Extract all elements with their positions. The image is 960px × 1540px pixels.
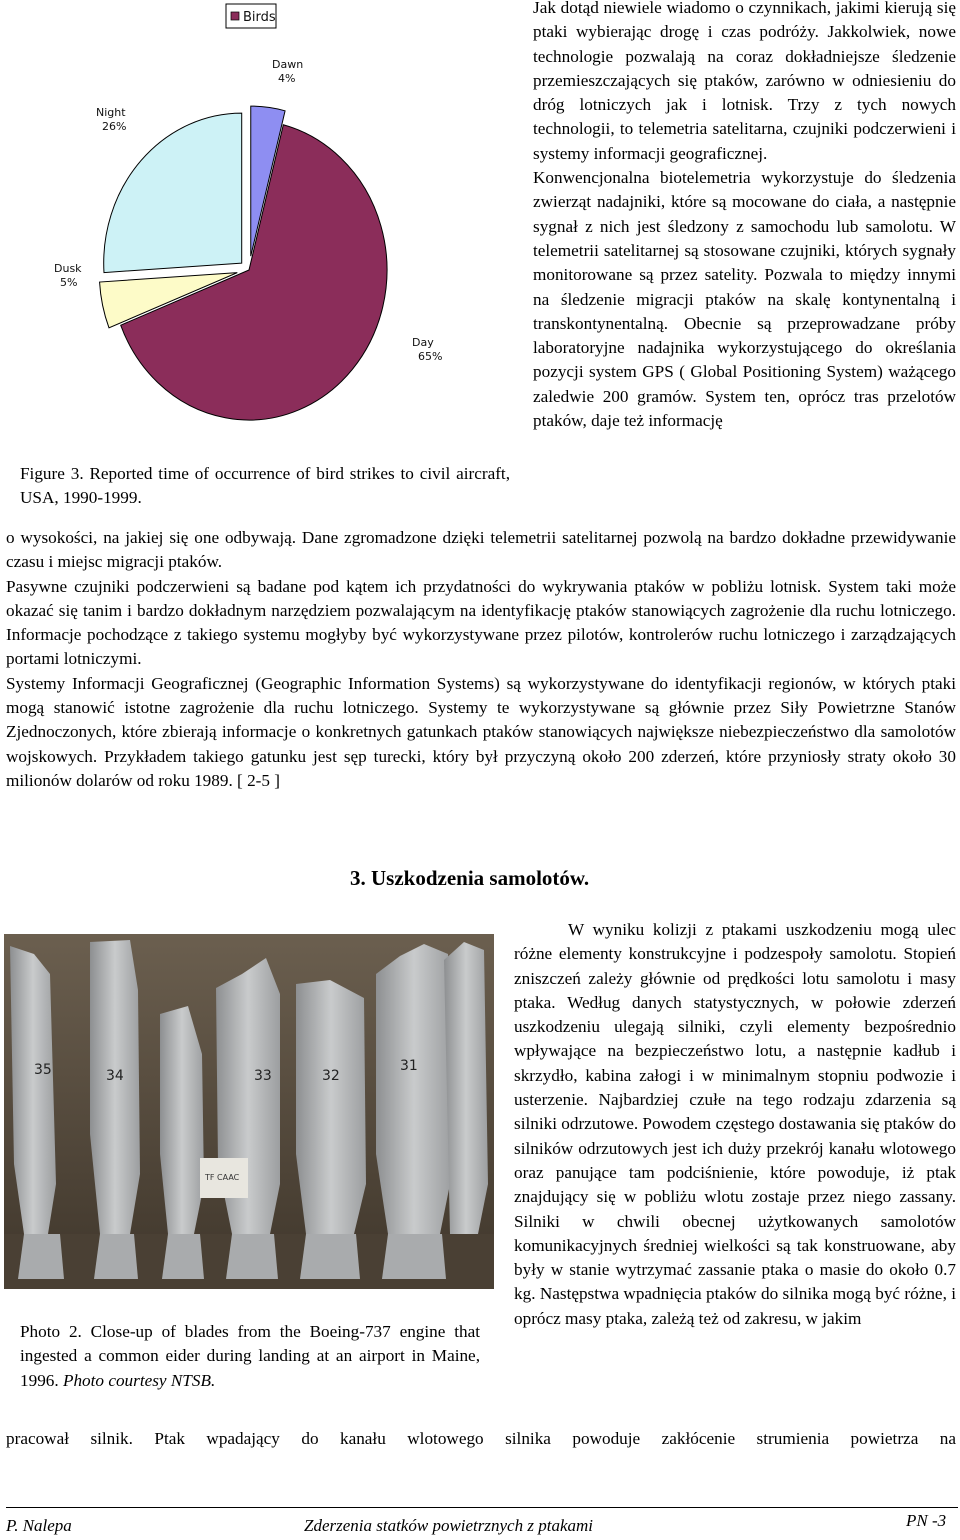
photo-credit: Photo courtesy NTSB. (62, 1370, 216, 1390)
paragraph: W wyniku kolizji z ptakami uszkodzeniu mogą ulec różne elementy konstrukcyjne i podzespoły samolotu. Stopień zniszczeń zależy głównie od prędkości lotu samolotu i masy ptaka. Według danych statystycznych, w połowie zderzeń uszkodzeniu ulegają silniki, czyli elementy bezpośrednio wpływające na bezpieczeństwo lotu, a następnie kadłub i skrzydło, kabina załogi i w minimalnym stopniu podwozie i usterzenie. Najbardziej czułe na tego rodzaju zdarzenia są silniki odrzutowe. Powodem częstego dostawania się ptaków do silników odrzutowych jest ich duży przekrój kanału wlotowego oraz panujące tam podciśnienie, które powoduje, iż ptak znajdujący się w pobliżu wlotu zostaje przez niego zassany. Silniki w chwili obecnej użytkowanych samolotów komunikacyjnych średniej wielkości są tak konstruowane, aby były w stanie wytrzymać zassanie ptaka o masie do około 0.7 kg. Następstwa wpadnięcia ptaków do silnika mogą być różne, i oprócz masy ptaka, zależą też od zakresu, w jakim (514, 920, 957, 1328)
photo-svg (4, 934, 494, 1289)
blade-number: 33 (254, 1068, 272, 1084)
pie-label-dawn: Dawn (272, 58, 304, 71)
blade-shape (90, 940, 140, 1234)
legend-swatch (231, 12, 239, 20)
blade-root (300, 1234, 360, 1279)
photo-caption (20, 1320, 480, 1393)
photo-caption-text: Photo 2. Close-up of blades from the Boeing-737 engine that ingested a common eider during landing at an airport in Maine, 1996. (20, 1322, 480, 1390)
right-column-bottom (514, 918, 956, 1331)
blade-number: 34 (106, 1068, 124, 1084)
pie-value-night: 26% (102, 120, 127, 133)
engine-blades-photo (4, 934, 494, 1289)
footer-author: P. Nalepa (6, 1516, 72, 1535)
pie-label-night: Night (96, 106, 126, 119)
footer-divider (6, 1507, 958, 1508)
chart-legend (226, 4, 276, 28)
blade-number: 31 (400, 1058, 418, 1074)
pie-label-day: Day (412, 336, 434, 349)
section-title: 3. Uszkodzenia samolotów. (350, 866, 590, 890)
blade-shape (160, 1006, 204, 1234)
figure-caption: Figure 3. Reported time of occurrence of bird strikes to civil aircraft, USA, 1990-1999. (20, 464, 510, 508)
paragraph: Systemy Informacji Geograficznej (Geographic Information Systems) są wykorzystywane do identyfikacji regionów, w których ptaki mogą stanowić istotne zagrożenie dla ruchu lotniczego. Systemy te wykorzystywane są głównie przez Siły Powietrzne Stanów Zjednoczonych, które zbierają informacje o konkretnych gatunkach ptaków stanowiących największe niebezpieczeństwo dla samolotów wojskowych. Przykładem takiego gatunku jest sęp turecki, który był przyczyną około 200 zderzeń, które przyniosły straty około 30 milionów dolarów od roku 1989. [ 2-5 ] (6, 673, 956, 790)
pie-value-day: 65% (418, 350, 443, 363)
footer-page-number: PN -3 (906, 1511, 947, 1530)
paragraph: pracował silnik. Ptak wpadający do kanału wlotowego silnika powoduje zakłócenie strumienia powietrza na (6, 1429, 956, 1448)
blade-shape (444, 942, 488, 1234)
blade-root (18, 1234, 64, 1279)
blade-number: 35 (34, 1062, 52, 1078)
full-width-text-bottom (6, 1427, 956, 1451)
paragraph: Jak dotąd niewiele wiadomo o czynnikach, jakimi kierują się ptaki wybierając drogę i czas podróży. Jakkolwiek, nowe technologie pozwalają na coraz dokładniejsze śledzenie przemieszczających się ptaków, zarówno w odniesieniu do dróg lotniczych jak i lotnisk. Trzy z tych nowych technologii, to telemetria satelitarna, czujniki podczerwieni i systemy informacji geograficznej. (533, 0, 956, 163)
full-width-text (6, 526, 956, 793)
pie-slices (100, 106, 387, 420)
pie-value-dawn: 4% (278, 72, 296, 85)
chart-title: Birds (243, 10, 276, 25)
blade-shape (296, 980, 366, 1234)
photo-tag-text: TF CAAC (205, 1173, 240, 1182)
blade-shape (376, 944, 452, 1234)
blade-root (226, 1234, 278, 1279)
pie-label-dusk: Dusk (54, 262, 82, 275)
bird-strike-pie-chart (4, 0, 504, 460)
pie-value-dusk: 5% (60, 276, 78, 289)
right-column-top (533, 0, 956, 433)
blade-number: 32 (322, 1068, 340, 1084)
pie-chart-svg (4, 0, 504, 460)
blade-root (382, 1234, 446, 1279)
paragraph: o wysokości, na jakiej się one odbywają. Dane zgromadzone dzięki telemetrii satelitarnej pozwolą na bardzo dokładne przewidywanie czasu i miejsc migracji ptaków. (6, 528, 956, 572)
blade-root (94, 1234, 138, 1279)
blade-root (162, 1234, 204, 1279)
pie-slice-night (104, 113, 242, 272)
paragraph: Konwencjonalna biotelemetria wykorzystuje do śledzenia zwierząt nadajniki, które są mocowane do ciała, a następnie sygnał z nich jest śledzony z samochodu lub samolotu. W telemetrii satelitarnej są stosowane czujniki, których sygnały monitorowane są przez satelity. Pozwala to między innymi na śledzenie migracji ptaków na skalę kontynentalną i transkontynentalną. Obecnie są przeprowadzane próby laboratoryjne nadajnika wykorzystującego do określania pozycji system GPS ( Global Positioning System) ważącego zaledwie 200 gramów. System ten, oprócz tras przelotów ptaków, daje też informację (533, 168, 956, 431)
footer-title: Zderzenia statków powietrznych z ptakami (304, 1516, 593, 1535)
paragraph: Pasywne czujniki podczerwieni są badane pod kątem ich przydatności do wykrywania ptaków w pobliżu lotnisk. System taki może okazać się tanim i bardzo dokładnym narzędziem pozwalającym na identyfikację ptaków stanowiących zagrożenie dla ruchu lotniczego. Informacje pochodzące z takiego systemu mogłyby być wykorzystywane przez pilotów, kontrolerów ruchu lotniczego i zarządzających portami lotniczymi. (6, 576, 956, 669)
